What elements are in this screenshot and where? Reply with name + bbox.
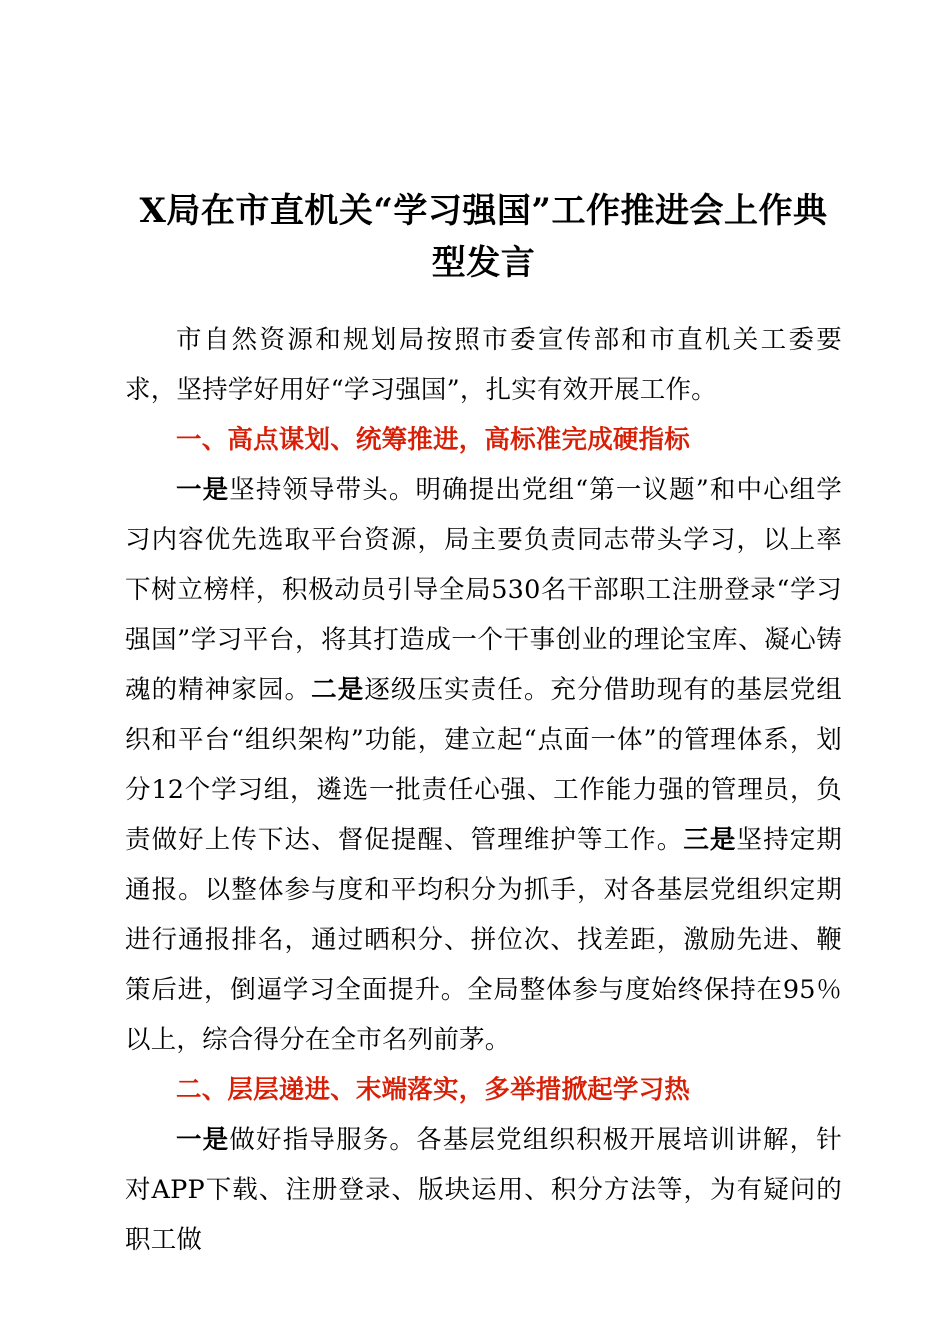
run-bold: 三是 bbox=[683, 825, 737, 855]
paragraph-section-2-body bbox=[125, 1115, 842, 1265]
page-title: X局在市直机关“学习强国”工作推进会上作典型发言 bbox=[139, 191, 828, 283]
paragraph-section-1-body bbox=[125, 465, 842, 1065]
run-bold: 一是 bbox=[176, 1125, 230, 1155]
run-normal: 坚持定期通报。以整体参与度和平均积分为抓手，对各基层党组织定期进行通报排名，通过晒积分、拼位次、找差距，激励先进、鞭策后进，倒逼学习全面提升。全局整体参与度始终保持在95％以上，综合得分在全市名列前茅。 bbox=[125, 825, 842, 1055]
run-normal: 逐级压实责任。充分借助现有的基层党组织和平台“组织架构”功能，建立起“点面一体”的管理体系，划分12个学习组，遴选一批责任心强、工作能力强的管理员，负责做好上传下达、督促提醒、管理维护等工作。 bbox=[125, 675, 843, 855]
section-heading-1: 一、高点谋划、统筹推进，高标准完成硬指标 bbox=[176, 425, 691, 455]
run-normal: 做好指导服务。各基层党组织积极开展培训讲解，针对APP下载、注册登录、版块运用、积分方法等，为有疑问的职工做 bbox=[125, 1125, 842, 1255]
section-heading-2: 二、层层递进、末端落实，多举措掀起学习热 bbox=[176, 1075, 691, 1105]
run-bold: 二是 bbox=[311, 675, 365, 705]
run-bold: 一是 bbox=[176, 475, 230, 505]
paragraph-intro: 市自然资源和规划局按照市委宣传部和市直机关工委要求，坚持学好用好“学习强国”，扎实有效开展工作。 bbox=[125, 325, 842, 405]
run-normal: 坚持领导带头。明确提出党组“第一议题”和中心组学习内容优先选取平台资源，局主要负责同志带头学习，以上率下树立榜样，积极动员引导全局530名干部职工注册登录“学习强国”学习平台，将其打造成一个干事创业的理论宝库、凝心铸魂的精神家园。 bbox=[125, 475, 842, 705]
